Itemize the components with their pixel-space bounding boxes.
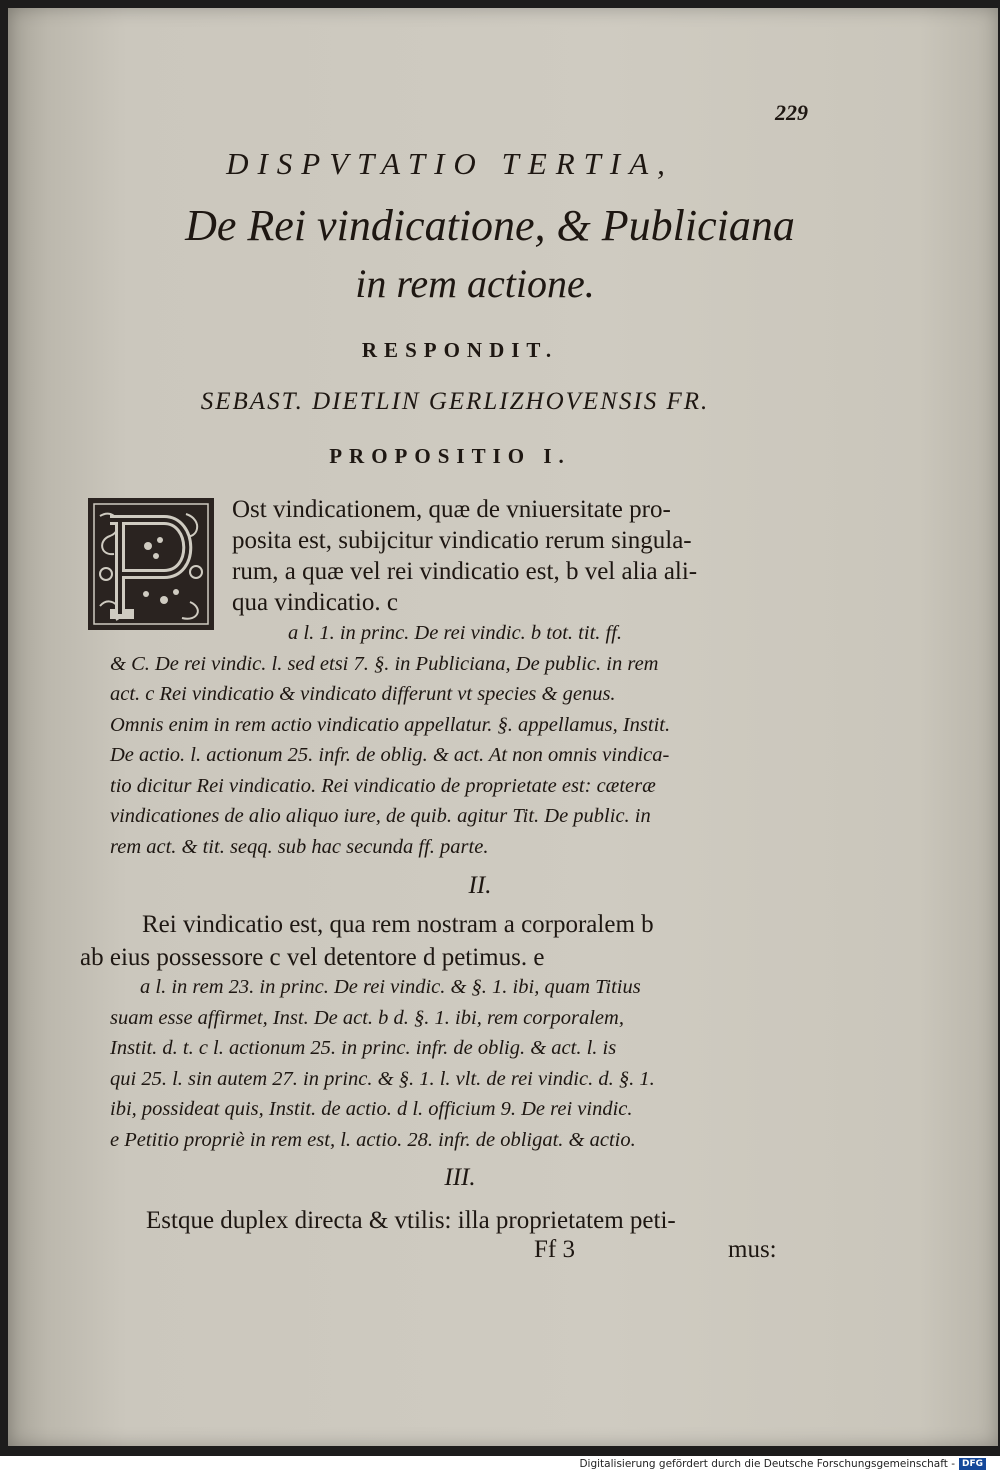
note-line: qui 25. l. sin autem 27. in princ. & §. 1. l. vlt. de rei vindic. d. §. 1. (110, 1067, 655, 1090)
note-line: De actio. l. actionum 25. infr. de oblig. & act. At non omnis vindica- (110, 744, 670, 766)
dfg-logo-icon: DFG (959, 1458, 986, 1470)
proposition-1-notes (110, 618, 800, 862)
note-line: & C. De rei vindic. l. sed etsi 7. §. in Publiciana, De public. in rem (110, 652, 659, 675)
note-line: Instit. d. t. c l. actionum 25. in princ. infr. de oblig. & act. l. is (110, 1037, 617, 1059)
section-numeral-3: III. (444, 1164, 476, 1191)
note-line: ibi, possideat quis, Instit. de actio. d l. officium 9. De rei vindic. (110, 1098, 633, 1120)
section-numeral-2: II. (468, 872, 492, 899)
note-line: rem act. & tit. seqq. sub hac secunda ff. parte. (110, 835, 489, 858)
proposition-3-text (146, 1204, 796, 1237)
disputation-heading: DISPVTATIO TERTIA, (226, 146, 674, 181)
digitization-credit (579, 1458, 986, 1470)
note-line: suam esse affirmet, Inst. De act. b d. §. 1. ibi, rem corporalem, (110, 1006, 624, 1029)
note-line: a l. in rem 23. in princ. De rei vindic. & §. 1. ibi, quam Titius (140, 976, 641, 998)
note-line: Omnis enim in rem actio vindicatio appellatur. §. appellamus, Instit. (110, 713, 671, 736)
proposition-2-text (80, 908, 800, 974)
proposition-2-notes (110, 972, 800, 1155)
ornamental-initial-p-icon (86, 496, 216, 632)
note-line: tio dicitur Rei vindicatio. Rei vindicatio de proprietate est: cæteræ (110, 774, 656, 797)
proposition-1-text (232, 494, 802, 618)
text-line: rum, a quæ vel rei vindicatio est, b vel alia ali- (232, 558, 698, 585)
credit-text: Digitalisierung gefördert durch die Deutsche Forschungsgemeinschaft - (579, 1458, 955, 1470)
page-number: 229 (775, 100, 808, 125)
text-line: ab eius possessore c vel detentore d petimus. e (80, 944, 545, 971)
note-line: vindicationes de alio aliquo iure, de quib. agitur Tit. De public. in (110, 805, 651, 827)
note-line: a l. 1. in princ. De rei vindic. b tot. tit. ff. (288, 622, 623, 644)
text-line: Ost vindicationem, quæ de vniuersitate pro- (232, 496, 671, 523)
catchword: mus: (728, 1236, 777, 1263)
note-line: act. c Rei vindicatio & vindicato differunt vt species & genus. (110, 683, 616, 705)
text-line: qua vindicatio. c (232, 589, 398, 616)
signature-mark: Ff 3 (534, 1236, 575, 1263)
note-line: e Petitio propriè in rem est, l. actio. 28. infr. de obligat. & actio. (110, 1128, 636, 1151)
text-line: posita est, subijcitur vindicatio rerum singula- (232, 527, 692, 554)
text-line: Estque duplex directa & vtilis: illa proprietatem peti- (146, 1207, 676, 1234)
propositio-heading: PROPOSITIO I. (329, 444, 571, 468)
title-line-2: in rem actione. (355, 261, 595, 306)
respondit-label: RESPONDIT. (361, 338, 559, 362)
text-line: Rei vindicatio est, qua rem nostram a corporalem b (142, 911, 654, 938)
respondent-name: SEBAST. DIETLIN GERLIZHOVENSIS FR. (200, 388, 710, 415)
title-line-1: De Rei vindicatione, & Publiciana (185, 201, 795, 250)
